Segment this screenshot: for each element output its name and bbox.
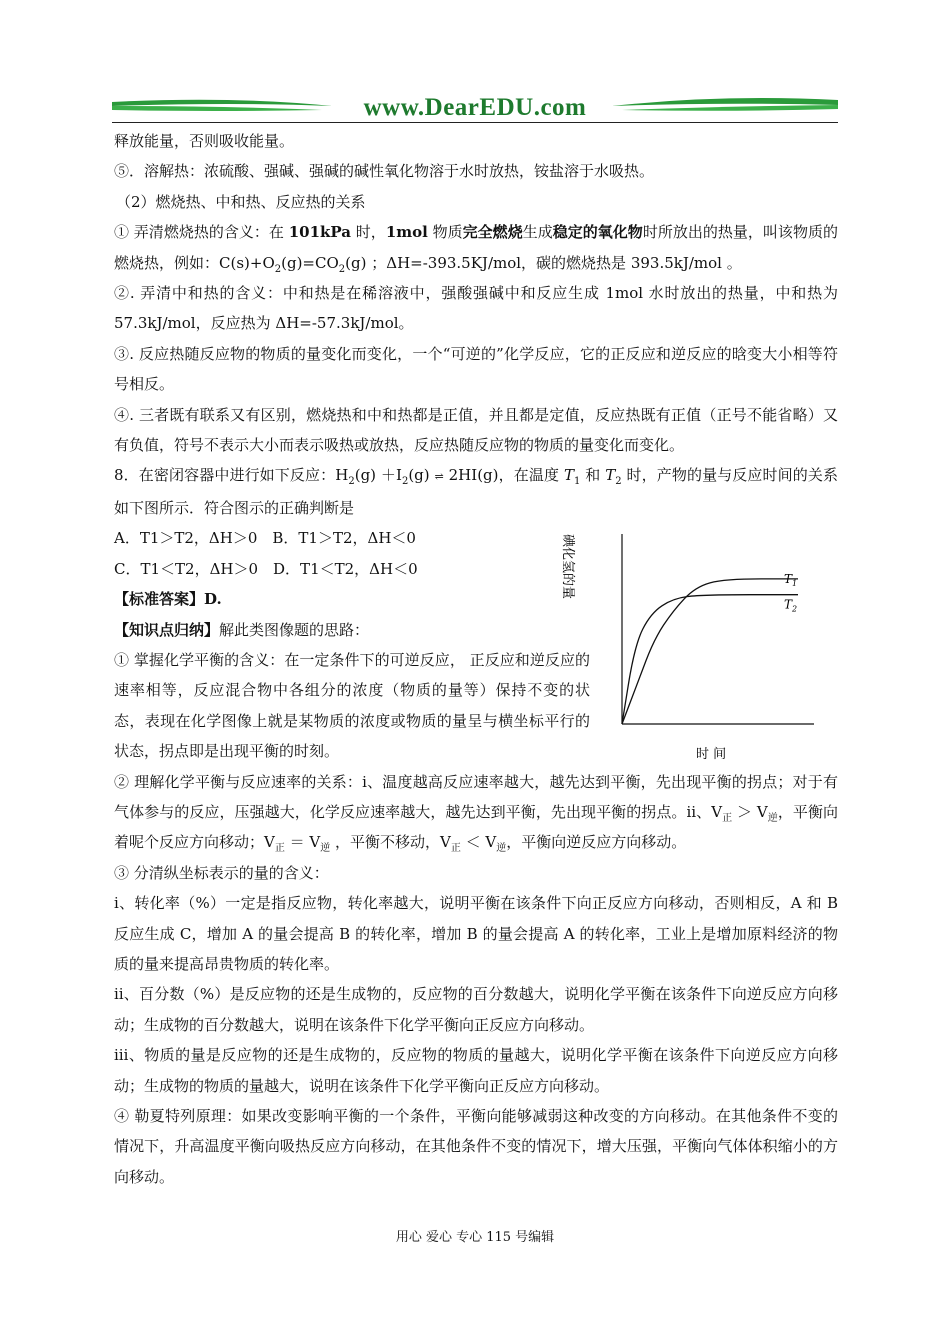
equilibrium-arrow-icon: ⇌ (434, 470, 444, 484)
section-heading: （2）燃烧热、中和热、反应热的关系 (116, 192, 366, 211)
paragraph-neutralization-heat: ②. 弄清中和热的含义：中和热是在稀溶液中，强酸强碱中和反应生成 1mol 水时放出的热量，中和热为 57.3kJ/mol，反应热为 ΔH=-57.3kJ/mol。 (114, 284, 838, 333)
equilibrium-chart (560, 520, 834, 770)
series-line-t2 (622, 595, 798, 724)
header-divider (112, 122, 838, 123)
paragraph-relation: ④. 三者既有联系又有区别，燃烧热和中和热都是正值，并且都是定值，反应热既有正值（正号不能省略）又有负值，符号不表示大小而表示吸热或放热，反应热随反应物的物质的量变化而变化。 (114, 405, 838, 455)
y-axis-label: 碘化氢的量 (560, 534, 575, 600)
chart-svg (560, 520, 834, 770)
page-footer: 用心 爱心 专心 115 号编辑 (395, 1230, 555, 1245)
paragraph-reaction-heat: ③. 反应热随反应物的物质的量变化而变化，一个“可逆的”化学反应，它的正反应和逆反应的晗变大小相等符号相反。 (114, 344, 838, 394)
text-line: ⑤．溶解热：浓硫酸、强碱、强碱的碱性氧化物溶于水时放热，铵盐溶于水吸热。 (114, 162, 655, 181)
x-axis-label: 时 间 (696, 747, 727, 762)
answer-line: 【标准答案】D. (114, 590, 222, 609)
paragraph-combustion-heat: ① 弄清燃烧热的含义：在 101kPa 时，1mol 物质完全燃烧生成稳定的氧化物时所放出的热量，叫该物质的燃烧热，例如：$C(s)+O_2(g)=CO_2(g)$ ；ΔH=-393.5KJ/mol，碳的燃烧热是 393.5kJ/mol 。 (114, 223, 838, 275)
text-line: 释放能量，否则吸收能量。 (114, 132, 295, 150)
knowledge-point-4: ④ 勒夏特列原理：如果改变影响平衡的一个条件，平衡向能够减弱这种改变的方向移动。在其他条件不变的情况下，升高温度平衡向吸热反应方向移动，在其他条件不变的情况下，增大压强，平衡向气体体积缩小的方向移动。 (114, 1107, 838, 1186)
knowledge-point-3ii: ⅱ、百分数（%）是反应物的还是生成物的，反应物的百分数越大，说明化学平衡在该条件下向逆反应方向移动；生成物的百分数越大，说明在该条件下化学平衡向正反应方向移动。 (114, 985, 838, 1034)
site-logo: www.DearEDU.com (363, 94, 587, 121)
knowledge-point-3iii: ⅲ、物质的量是反应物的还是生成物的，反应物的物质的量越大，说明化学平衡在该条件下向逆反应方向移动；生成物的物质的量越大，说明在该条件下化学平衡向正反应方向移动。 (114, 1046, 838, 1095)
question-8: 8．在密闭容器中进行如下反应：$H_2(g) +I_2(g)$ ⇌ 2HI(g)，在温度 $T_1$ 和 $T_2$ 时，产物的量与反应时间的关系如下图所示．符合图示的正确判断是 (114, 466, 838, 517)
series-label-t1: $T_1$ (784, 571, 798, 588)
option-line-ab: A．T1＞T2，ΔH＞0 B．T1＞T2，ΔH＜0 (114, 529, 416, 548)
option-line-cd: C．T1＜T2，ΔH＞0 D．T1＜T2，ΔH＜0 (114, 559, 418, 578)
page-header (112, 92, 838, 124)
knowledge-heading: 【知识点归纳】解此类图像题的思路： (114, 620, 370, 639)
knowledge-point-2: ② 理解化学平衡与反应速率的关系：ⅰ、温度越高反应速率越大，越先达到平衡，先出现平衡的拐点；对于有气体参与的反应，压强越大，化学反应速率越大，越先达到平衡，先出现平衡的拐点。ⅱ、$V_正 > V_逆$，平衡向着呢个反应方向移动；$V_正 = V_逆$ ，平衡不移动，$V_正 < V_逆$，平衡向逆反应方向移动。 (114, 772, 839, 855)
knowledge-point-1: ① 掌握化学平衡的含义：在一定条件下的可逆反应， 正反应和逆反应的速率相等，反应混合物中各组分的浓度（物质的量等）保持不变的状态，表现在化学图像上就是某物质的浓度或物质的量呈与横坐标平行的状态，拐点即是出现平衡的时刻。 (114, 650, 590, 761)
series-line-t1 (622, 579, 798, 724)
series-label-t2: $T_2$ (784, 597, 798, 614)
knowledge-point-3i: ⅰ、转化率（%）一定是指反应物，转化率越大，说明平衡在该条件下向正反应方向移动，否则相反，A 和 B 反应生成 C，增加 A 的量会提高 B 的转化率，增加 B 的量会提高 A 的转化率，工业上是增加原料经济的物质的量来提高昂贵物质的转化率。 (114, 894, 838, 973)
knowledge-point-3: ③ 分清纵坐标表示的量的含义： (114, 863, 329, 882)
